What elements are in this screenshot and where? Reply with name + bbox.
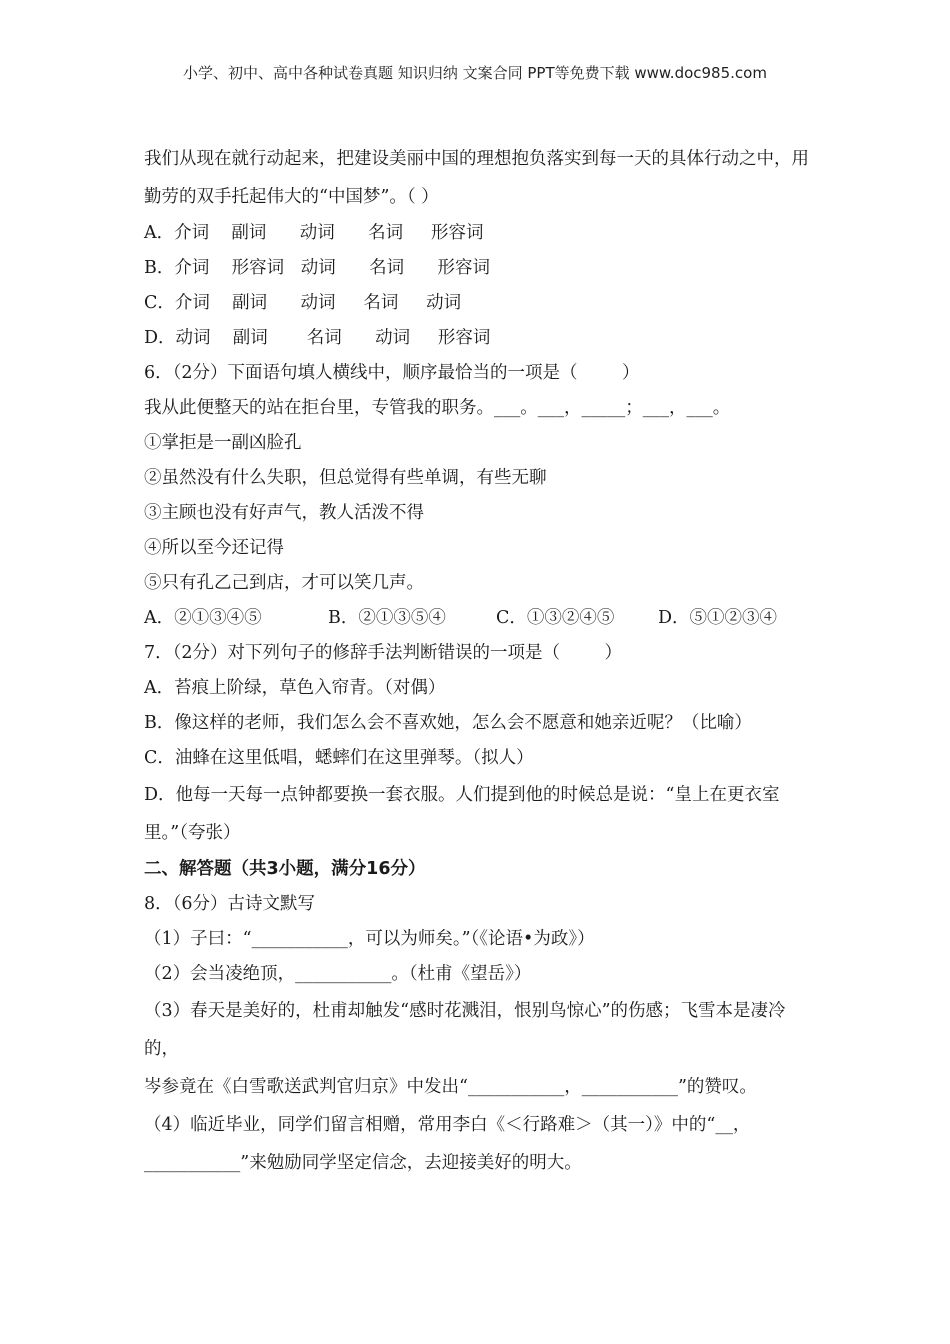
- q6-item-5: ⑤只有孔乙己到店，才可以笑几声。: [144, 573, 424, 593]
- q8-part-4: （4）临近毕业，同学们留言相赠，常用李白《＜行路难＞（其一）》中的“__，___________”来勉励同学坚定信念，去迎接美好的明大。: [144, 1115, 751, 1173]
- q8-title: 8．（6分）古诗文默写: [144, 894, 316, 914]
- q5-option-d: D．动词 副词 名词 动词 形容词: [144, 328, 491, 348]
- q6-choices: [144, 601, 812, 636]
- q6-choice-c: C．①③②④⑤: [496, 608, 615, 628]
- section-title: 二、解答题（共3小题，满分16分）: [144, 859, 426, 879]
- q5-option-b: B．介词 形容词 动词 名词 形容词: [144, 258, 491, 278]
- page-header: 小学、初中、高中各种试卷真题 知识归纳 文案合同 PPT等免费下载 www.doc985.com: [183, 64, 767, 82]
- q5-option-c: C．介词 副词 动词 名词 动词: [144, 293, 462, 313]
- q6-item-4: ④所以至今还记得: [144, 538, 284, 558]
- q8-part-2: （2）会当凌绝顶，___________。（杜甫《望岳》）: [144, 964, 532, 984]
- q5-stem: 我们从现在就行动起来，把建设美丽中国的理想抱负落实到每一天的具体行动之中，用勤劳的双手托起伟大的“中国梦”。（ ）: [144, 149, 809, 207]
- q6-item-3: ③主顾也没有好声气，教人活泼不得: [144, 503, 424, 523]
- q6-title: 6．（2分）下面语句填人横线中，顺序最恰当的一项是（ ）: [144, 363, 640, 383]
- q6-choice-b: B．②①③⑤④: [328, 608, 446, 628]
- q7-option-b: B．像这样的老师，我们怎么会不喜欢她，怎么会不愿意和她亲近呢？（比喻）: [144, 713, 752, 733]
- q6-item-1: ①掌拒是一副凶脸孔: [144, 433, 302, 453]
- q7-option-a: A．苔痕上阶绿，草色入帘青。（对偶）: [144, 678, 446, 698]
- q6-item-2: ②虽然没有什么失职，但总觉得有些单调，有些无聊: [144, 468, 547, 488]
- q8-part-3: （3）春天是美好的，杜甫却触发“感时花溅泪，恨别鸟惊心”的伤感；飞雪本是凄冷的，: [144, 1001, 786, 1059]
- q5-option-a: A．介词 副词 动词 名词 形容词: [144, 223, 484, 243]
- q8-part-3-cont: 岑参竟在《白雪歌送武判官归京》中发出“___________，___________”的赞叹。: [144, 1077, 757, 1097]
- q7-option-c: C．油蜂在这里低唱，蟋蟀们在这里弹琴。（拟人）: [144, 748, 534, 768]
- document-body: [144, 140, 812, 1182]
- q7-option-d: D．他每一天每一点钟都要换一套衣服。人们提到他的时候总是说：“皇上在更衣室里。”（夸张）: [144, 785, 780, 843]
- q7-title: 7．（2分）对下列句子的修辞手法判断错误的一项是（ ）: [144, 643, 623, 663]
- q6-sentence: 我从此便整天的站在拒台里，专管我的职务。___。___，_____；___，___。: [144, 398, 731, 418]
- q8-part-1: （1）子曰：“___________，可以为师矣。”（《论语•为政》）: [144, 929, 595, 949]
- q6-choice-a: A．②①③④⑤: [144, 608, 262, 628]
- q6-choice-d: D．⑤①②③④: [658, 608, 778, 628]
